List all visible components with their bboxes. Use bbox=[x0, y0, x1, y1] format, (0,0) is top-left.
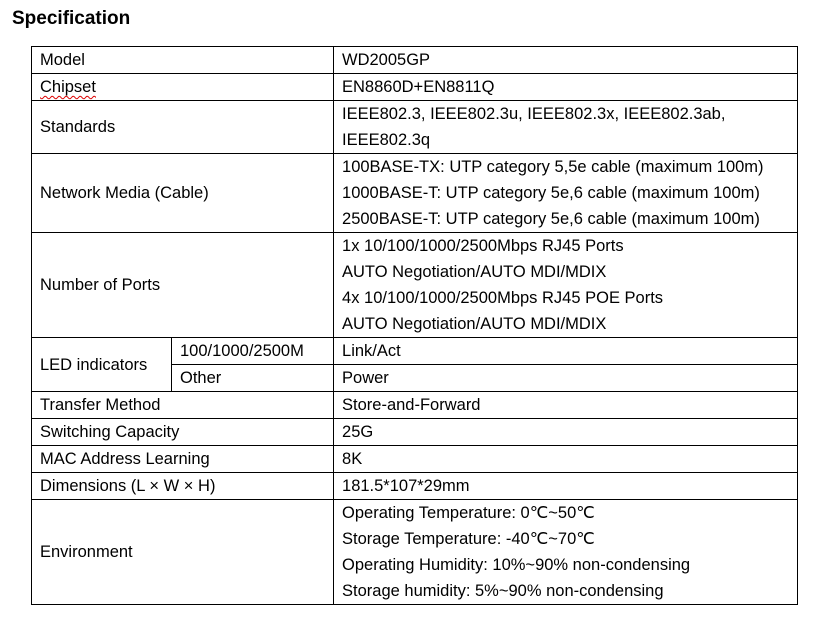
spec-value: 25G bbox=[334, 419, 798, 446]
specification-table bbox=[31, 46, 798, 605]
spec-label: MAC Address Learning bbox=[32, 446, 334, 473]
spec-value: Link/Act bbox=[334, 338, 798, 365]
table-row-dimensions bbox=[32, 473, 798, 500]
table-row-ports bbox=[32, 233, 798, 338]
value-line: 1x 10/100/1000/2500Mbps RJ45 Ports bbox=[342, 237, 624, 255]
spec-sublabel: Other bbox=[172, 365, 334, 392]
spec-label: Number of Ports bbox=[32, 233, 334, 338]
spec-label: Switching Capacity bbox=[32, 419, 334, 446]
value-line: 1000BASE-T: UTP category 5e,6 cable (maximum 100m) bbox=[342, 184, 760, 202]
value-line: 2500BASE-T: UTP category 5e,6 cable (maximum 100m) bbox=[342, 210, 760, 228]
spec-label: Dimensions (L × W × H) bbox=[32, 473, 334, 500]
table-row-network-media bbox=[32, 154, 798, 233]
table-row-led-link bbox=[32, 338, 798, 365]
spec-label: Standards bbox=[32, 101, 334, 154]
spec-value: 181.5*107*29mm bbox=[334, 473, 798, 500]
value-line: Operating Temperature: 0℃~50℃ bbox=[342, 504, 595, 522]
value-line: Operating Humidity: 10%~90% non-condensing bbox=[342, 556, 691, 574]
value-line: Storage Temperature: -40℃~70℃ bbox=[342, 530, 595, 548]
spec-value: Store-and-Forward bbox=[334, 392, 798, 419]
table-row-transfer bbox=[32, 392, 798, 419]
spec-sublabel: 100/1000/2500M bbox=[172, 338, 334, 365]
spec-label: Model bbox=[32, 47, 334, 74]
spec-label: Transfer Method bbox=[32, 392, 334, 419]
spec-value: EN8860D+EN8811Q bbox=[334, 74, 798, 101]
spec-label: LED indicators bbox=[32, 338, 172, 392]
value-line: IEEE802.3q bbox=[342, 131, 431, 149]
value-line: AUTO Negotiation/AUTO MDI/MDIX bbox=[342, 315, 607, 333]
spec-label bbox=[32, 74, 334, 101]
spec-value: Power bbox=[334, 365, 798, 392]
value-line: AUTO Negotiation/AUTO MDI/MDIX bbox=[342, 263, 607, 281]
page-title: Specification bbox=[12, 8, 131, 29]
table-row-mac bbox=[32, 446, 798, 473]
table-row-switching bbox=[32, 419, 798, 446]
spec-value bbox=[334, 101, 798, 154]
value-line: Storage humidity: 5%~90% non-condensing bbox=[342, 582, 664, 600]
spec-value bbox=[334, 233, 798, 338]
spec-label: Environment bbox=[32, 500, 334, 605]
value-line: IEEE802.3, IEEE802.3u, IEEE802.3x, IEEE802.3ab, bbox=[342, 105, 726, 123]
table-row-chipset bbox=[32, 74, 798, 101]
table-row-environment bbox=[32, 500, 798, 605]
spell-check-underline-label: Chipset bbox=[40, 78, 96, 96]
spec-value bbox=[334, 154, 798, 233]
value-line: 4x 10/100/1000/2500Mbps RJ45 POE Ports bbox=[342, 289, 664, 307]
spec-value: WD2005GP bbox=[334, 47, 798, 74]
table-row-model bbox=[32, 47, 798, 74]
spec-value: 8K bbox=[334, 446, 798, 473]
value-line: 100BASE-TX: UTP category 5,5e cable (maximum 100m) bbox=[342, 158, 764, 176]
spec-value bbox=[334, 500, 798, 605]
spec-label: Network Media (Cable) bbox=[32, 154, 334, 233]
table-row-standards bbox=[32, 101, 798, 154]
